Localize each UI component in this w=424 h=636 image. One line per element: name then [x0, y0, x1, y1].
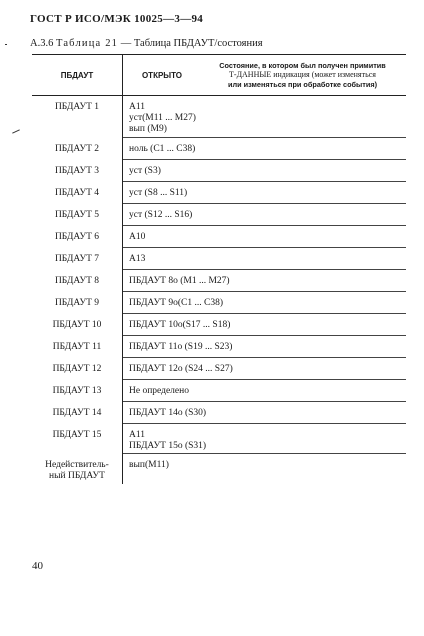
event-cell: ПБДАУТ 4 — [32, 182, 123, 204]
state-cell — [123, 402, 407, 424]
event-cell: ПБДАУТ 5 — [32, 204, 123, 226]
event-cell: ПБДАУТ 9 — [32, 292, 123, 314]
table-row — [32, 182, 406, 204]
table-row — [32, 204, 406, 226]
state-line: А11 — [129, 430, 146, 440]
table-row — [32, 270, 406, 292]
state-line: уст (S8 ... S11) — [129, 188, 188, 198]
event-cell: Недействитель- ный ПБДАУТ — [32, 454, 123, 484]
header-state-line1: Состояние, в котором был получен примитив — [219, 60, 386, 70]
table-row — [32, 454, 406, 484]
state-cell — [123, 270, 407, 292]
table-body — [32, 96, 406, 484]
state-cell — [123, 454, 407, 484]
state-line: ПБДАУТ 9о(С1 ... С38) — [129, 298, 223, 308]
state-cell — [123, 358, 407, 380]
state-cell — [123, 226, 407, 248]
state-line: ПБДАУТ 12о (S24 ... S27) — [129, 364, 233, 374]
margin-mark — [12, 129, 20, 133]
event-cell: ПБДАУТ 3 — [32, 160, 123, 182]
event-cell: ПБДАУТ 14 — [32, 402, 123, 424]
event-cell: ПБДАУТ 15 — [32, 424, 123, 454]
state-cell — [123, 292, 407, 314]
state-line: вып(М11) — [129, 460, 169, 470]
state-cell — [123, 160, 407, 182]
state-line: уст(М11 ... М27) — [129, 112, 196, 123]
state-line: вып (М9) — [129, 123, 167, 134]
table-row — [32, 96, 406, 138]
caption-rest: — Таблица ПБДАУТ/состояния — [118, 38, 263, 49]
event-cell: ПБДАУТ 7 — [32, 248, 123, 270]
caption-table-word: Таблица 21 — [55, 38, 119, 49]
event-cell: ПБДАУТ 8 — [32, 270, 123, 292]
table-row — [32, 402, 406, 424]
state-cell — [123, 138, 407, 160]
state-line: ПБДАУТ 14о (S30) — [129, 408, 207, 418]
event-cell: ПБДАУТ 1 — [32, 96, 123, 138]
state-cell — [123, 248, 407, 270]
table-row — [32, 160, 406, 182]
state-cell — [123, 424, 407, 454]
table-row — [32, 314, 406, 336]
table-row — [32, 358, 406, 380]
header-event: ПБДАУТ — [32, 55, 123, 96]
table-caption — [30, 38, 263, 49]
state-line: ПБДАУТ 11о (S19 ... S23) — [129, 342, 233, 352]
state-line: ноль (С1 ... С38) — [129, 144, 196, 154]
state-line: А10 — [129, 232, 146, 242]
table-row — [32, 380, 406, 402]
table-row — [32, 336, 406, 358]
state-cell — [123, 204, 407, 226]
state-cell — [123, 380, 407, 402]
header-open: ОТКРЫТО — [123, 55, 202, 96]
state-line: уст (S12 ... S16) — [129, 210, 193, 220]
event-cell: ПБДАУТ 11 — [32, 336, 123, 358]
header-state-line2: Т-ДАННЫЕ индикация (может изменяться — [229, 70, 376, 79]
state-cell — [123, 336, 407, 358]
state-line: уст (S3) — [129, 166, 161, 176]
state-cell — [123, 314, 407, 336]
state-line: Не определено — [129, 386, 189, 396]
table-row — [32, 138, 406, 160]
caption-prefix: А.3.6 — [30, 38, 56, 49]
state-table — [32, 54, 406, 484]
table-row — [32, 292, 406, 314]
document-header: ГОСТ Р ИСО/МЭК 10025—3—94 — [30, 13, 204, 25]
table-header-row — [32, 55, 406, 96]
margin-mark — [5, 44, 7, 45]
event-cell: ПБДАУТ 6 — [32, 226, 123, 248]
table-row — [32, 424, 406, 454]
state-cell — [123, 182, 407, 204]
state-line: А11 — [129, 102, 146, 112]
state-line: ПБДАУТ 15о (S31) — [129, 440, 207, 451]
event-cell: ПБДАУТ 10 — [32, 314, 123, 336]
state-line: ПБДАУТ 8о (М1 ... М27) — [129, 276, 230, 286]
table-row — [32, 248, 406, 270]
event-cell: ПБДАУТ 12 — [32, 358, 123, 380]
header-state — [201, 55, 406, 96]
page-number: 40 — [32, 560, 43, 572]
event-cell: ПБДАУТ 13 — [32, 380, 123, 402]
header-state-line3: или изменяться при обработке события) — [227, 80, 378, 89]
state-line: А13 — [129, 254, 146, 264]
table-row — [32, 226, 406, 248]
state-cell — [123, 96, 407, 138]
event-cell: ПБДАУТ 2 — [32, 138, 123, 160]
state-line: ПБДАУТ 10о(S17 ... S18) — [129, 320, 231, 330]
